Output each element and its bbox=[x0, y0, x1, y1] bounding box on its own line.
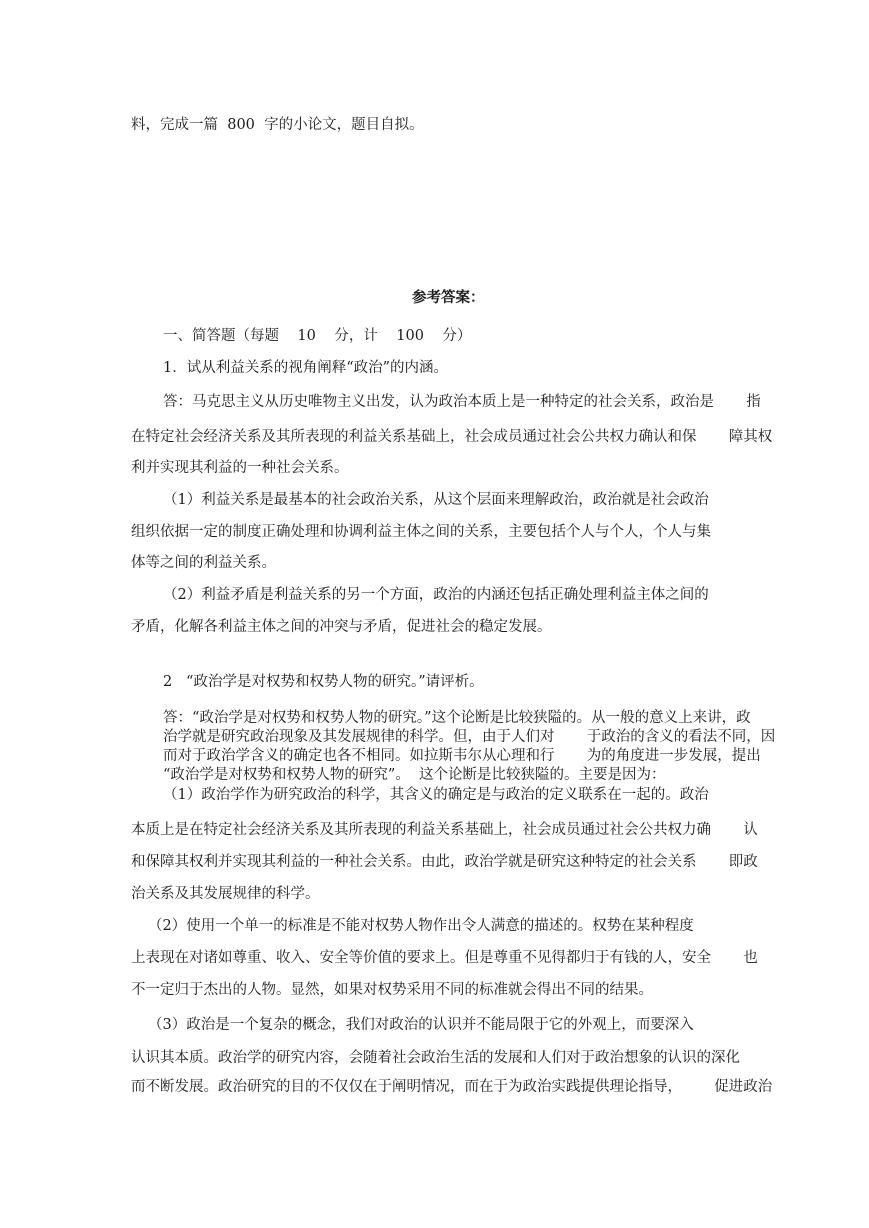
text-line: 矛盾，化解各利益主体之间的冲突与矛盾，促进社会的稳定发展。 bbox=[131, 619, 552, 635]
text-line: 本质上是在特定社会经济关系及其所表现的利益关系基础上，社会成员通过社会公共权力确 认 bbox=[131, 822, 758, 838]
text-line: 答：马克思主义从历史唯物主义出发，认为政治本质上是一种特定的社会关系，政治是 指 bbox=[163, 394, 761, 410]
question-2: 2 “政治学是对权势和权势人物的研究。”请评析。 bbox=[163, 674, 484, 690]
question-1: 1．试从利益关系的视角阐释“政治”的内涵。 bbox=[163, 360, 449, 376]
text-line: 治学就是研究政治现象及其发展规律的科学。但，由于人们对 于政治的含义的看法不同，因 bbox=[163, 729, 776, 745]
text-line: （2）利益矛盾是利益关系的另一个方面，政治的内涵还包括正确处理利益主体之间的 bbox=[163, 587, 709, 603]
section-heading: 一、简答题（每题 10 分，计 100 分） bbox=[163, 328, 472, 344]
text-line: 体等之间的利益关系。 bbox=[131, 555, 276, 571]
text-line: 而对于政治学含义的确定也各不相同。如拉斯韦尔从心理和行 为的角度进一步发展，提出 bbox=[163, 748, 761, 764]
text-line: 而不断发展。政治研究的目的不仅仅在于阐明情况，而在于为政治实践提供理论指导， 促进政治 bbox=[131, 1079, 773, 1095]
text-line: 认识其本质。政治学的研究内容，会随着社会政治生活的发展和人们对于政治想象的认识的深化 bbox=[131, 1050, 740, 1066]
text-line: 和保障其权利并实现其利益的一种社会关系。由此，政治学就是研究这种特定的社会关系 即政 bbox=[131, 854, 758, 870]
text-line: （1）政治学作为研究政治的科学，其含义的确定是与政治的定义联系在一起的。政治 bbox=[163, 787, 709, 803]
text-line: 利并实现其利益的一种社会关系。 bbox=[131, 460, 349, 476]
text-line: （3）政治是一个复杂的概念，我们对政治的认识并不能局限于它的外观上，而要深入 bbox=[148, 1017, 694, 1033]
text-line: 料，完成一篇 800 字的小论文，题目自拟。 bbox=[131, 117, 424, 133]
text-line: （1）利益关系是最基本的社会政治关系，从这个层面来理解政治，政治就是社会政治 bbox=[163, 492, 709, 508]
text-line: 答：“政治学是对权势和权势人物的研究。”这个论断是比较狭隘的。从一般的意义上来讲，政 bbox=[163, 710, 751, 726]
text-line: “政治学是对权势和权势人物的研究”。 这个论断是比较狭隘的。主要是因为： bbox=[163, 767, 666, 783]
text-line: 上表现在对诸如尊重、收入、安全等价值的要求上。但是尊重不见得都归于有钱的人，安全 也 bbox=[131, 950, 758, 966]
text-line: 在特定社会经济关系及其所表现的利益关系基础上，社会成员通过社会公共权力确认和保 障其权 bbox=[131, 429, 773, 445]
text-line: （2）使用一个单一的标准是不能对权势人物作出令人满意的描述的。权势在某种程度 bbox=[148, 918, 694, 934]
text-line: 组织依据一定的制度正确处理和协调利益主体之间的关系，主要包括个人与个人，个人与集 bbox=[131, 524, 711, 540]
text-line: 不一定归于杰出的人物。显然，如果对权势采用不同的标准就会得出不同的结果。 bbox=[131, 982, 653, 998]
answer-heading: 参考答案： bbox=[412, 289, 485, 306]
text-line: 治关系及其发展规律的科学。 bbox=[131, 886, 320, 902]
